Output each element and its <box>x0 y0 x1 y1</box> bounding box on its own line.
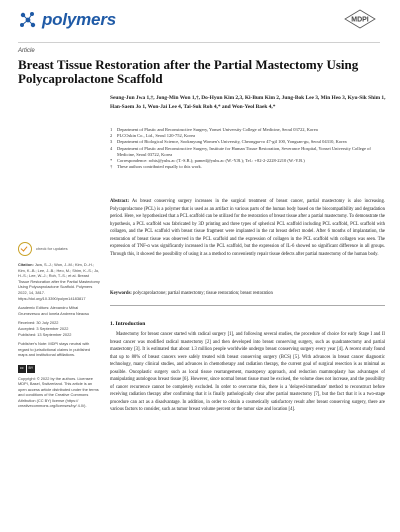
academic-editors: Academic Editors: Alexandru Mihai Grumezescu and Ionela Andreea Neacsu <box>18 305 90 316</box>
abstract-text: As breast conserving surgery increases in the surgical treatment of breast cancer, partial mastectomy is also increasing. Polycaprolactone (PCL) is a polymer that is used as an artifact in various parts of the human body based on the biocompatibility and degradation period. Here, we hypothesized that a PCL scaffold can be utilized for the restoration of breast tissue after a partial mastectomy. To demonstrate the hypothesis, a PCL scaffold was fabricated by 3D printing and three types of spherical PCL scaffold including PCL scaffold, PCL scaffold with collagen, and the PCL scaffold with breast tissue fragment were implanted in the rat breast defect model. After 6 months of implantation, the restoration of breast tissue was observed in the PCL scaffold and the expression of collagen in the PCL scaffold with collagen was seen. The expression of TNF-α was significantly increased in the PCL scaffold, but the expression of IL-6 showed no significant difference in all groups. Through this, it showed the possibility of using it as a method to conveniently repair tissue defects after partial mastectomy of the human body. <box>110 199 385 257</box>
article-type: Article <box>18 48 35 54</box>
keywords-text: polycaprolactone; partial mastectomy; tissue restoration; breast restoration <box>131 291 273 296</box>
affiliations <box>110 127 385 170</box>
affiliation-number: 3 <box>110 139 113 145</box>
affiliation-text: Correspondence: rohts@yuhs.ac (T.-S.R.); pamed@yuhs.ac (W.-Y.B.); Tel.: +82-2-2228-2210 (W.-Y.B.) <box>117 158 305 164</box>
check-updates-icon <box>18 242 32 256</box>
citation-block <box>18 262 100 301</box>
publisher-name: MDPI <box>351 16 369 24</box>
abstract-label: Abstract: <box>110 199 130 204</box>
abstract-divider <box>110 305 385 306</box>
affiliation-text: Department of Plastic and Reconstructive Surgery, Yonsei University College of Medicine, Seoul 03722, Korea <box>117 127 318 132</box>
copyright-notice: Copyright: © 2022 by the authors. Licensee MDPI, Basel, Switzerland. This article is an open access article distributed under the terms and conditions of the Creative Commons Attribution (CC BY) license (https:// creativecommons.org/licenses/by/ 4.0/). <box>18 375 99 409</box>
author-list: Seung-Jun Jwa 1,†, Jong-Min Won 1,†, Do-Hyun Kim 2,3, Ki-Bum Kim 2, Jung-Bok Lee 3, Min Heo 3, Kyu-Sik Shim 1, Han-Saem Jo 1, Won-Jai Lee 4, Tai-Suk Roh 4,* and Won-Yeol Baek 4,* <box>110 95 386 110</box>
section-heading: 1. Introduction <box>110 321 146 327</box>
published-date: Published: 13 September 2022 <box>18 331 72 337</box>
abstract <box>110 198 385 258</box>
affiliation-text: These authors contributed equally to this work. <box>117 164 202 170</box>
journal-name: polymers <box>42 10 116 29</box>
affiliation-number: 2 <box>110 133 113 139</box>
keywords <box>110 290 385 297</box>
cc-by-license-badge[interactable] <box>18 365 35 373</box>
affiliation-text: Department of Plastic and Reconstructive Surgery, Institute for Human Tissue Restoration, Severance Hospital, Yonsei University College of Medicine, Seoul 03722, Korea <box>117 145 371 157</box>
publisher-note: Publisher's Note: MDPI stays neutral with regard to jurisdictional claims in published maps and institutional affiliations. <box>18 341 91 358</box>
paper-title: Breast Tissue Restoration after the Partial Mastectomy Using Polycaprolactone Scaffold <box>18 57 359 86</box>
affiliation-item <box>110 146 385 158</box>
polymers-logo-icon <box>18 10 38 30</box>
citation-label: Citation: <box>18 262 34 267</box>
affiliation-number: * <box>110 158 113 164</box>
header-divider <box>18 42 380 43</box>
affiliation-item <box>110 164 385 170</box>
article-sidebar <box>18 242 100 409</box>
mdpi-logo <box>342 9 378 29</box>
affiliation-number: † <box>110 164 113 170</box>
received-date: Received: 30 July 2022 <box>18 320 59 326</box>
check-for-updates-badge[interactable] <box>18 242 100 256</box>
journal-logo <box>18 10 116 30</box>
citation-text: Jwa, S.-J.; Won, J.-M.; Kim, D.-H.; Kim, K.-B.; Lee, J.-B.; Heo, M.; Shim, K.-S.; Jo, H.-S.; Lee, W.-J.; Roh, T.-S.; et al. Breast Tissue Restoration after the Partial Mastectomy Using Polycaprolactone Scaffold. Polymers 2022, 14, 3817. https://doi.org/10.3390/polym14183817 <box>18 262 100 301</box>
accepted-date: Accepted: 3 September 2022 <box>18 325 69 331</box>
affiliation-number: 1 <box>110 127 113 132</box>
check-updates-label: check for updates <box>36 245 68 251</box>
by-icon: BY <box>27 365 36 373</box>
affiliation-text: Department of Biological Science, Sookmyung Women's University, Cheongpa-ro 47-gil 100, Yongsan-gu, Seoul 04310, Korea <box>117 139 347 145</box>
affiliation-text: PLCOskin Co., Ltd., Seoul 120-752, Korea <box>117 133 195 139</box>
cc-icon: cc <box>18 365 26 373</box>
introduction-text: Mastectomy for breast cancer started with radical surgery [1], and following several studies, the procedure of choice for early Stage I and II breast cancer was modified radical mastectomy [2] and then developed into breast conserving surgery, such as quadrantectomy and partial mastectomy [3]. It is estimated that about 1.3 million people worldwide undergo breast conserving surgery every year [4]. A recent study found that up to 80% of breast cancers were safely treated with breast conserving surgery (BCS) [5]. With advances in breast cancer diagnostic technology, many clinical studies, and advances in chemotherapy and radiation therapy, the current goal of surgical resection is as minimal as possible. Oncoplastic surgery such as local tissue rearrangement, mastopexy approach, and reduction mammoplasty has advantages of manipulating autologous breast tissue [6]. However, since normal breast tissue must be excised, the volume does not increase, and the possibility of cancer recurrence cannot be completely excluded. In order to overcome this, there is a 'delayed-immediate' method to reconstruct before receiving radiation therapy after confirming that it is finally pathologically clear after partial mastectomy [7], but the fact that it is a two-stage procedure can act as a disadvantage. In addition, in order to obtain a cosmetically satisfactory result after breast conserving surgery, there are various factors to consider, such as tumor breast volume percent or the tumor size and location [4]. <box>110 332 385 413</box>
affiliation-number: 4 <box>110 145 113 151</box>
keywords-label: Keywords: <box>110 291 132 296</box>
